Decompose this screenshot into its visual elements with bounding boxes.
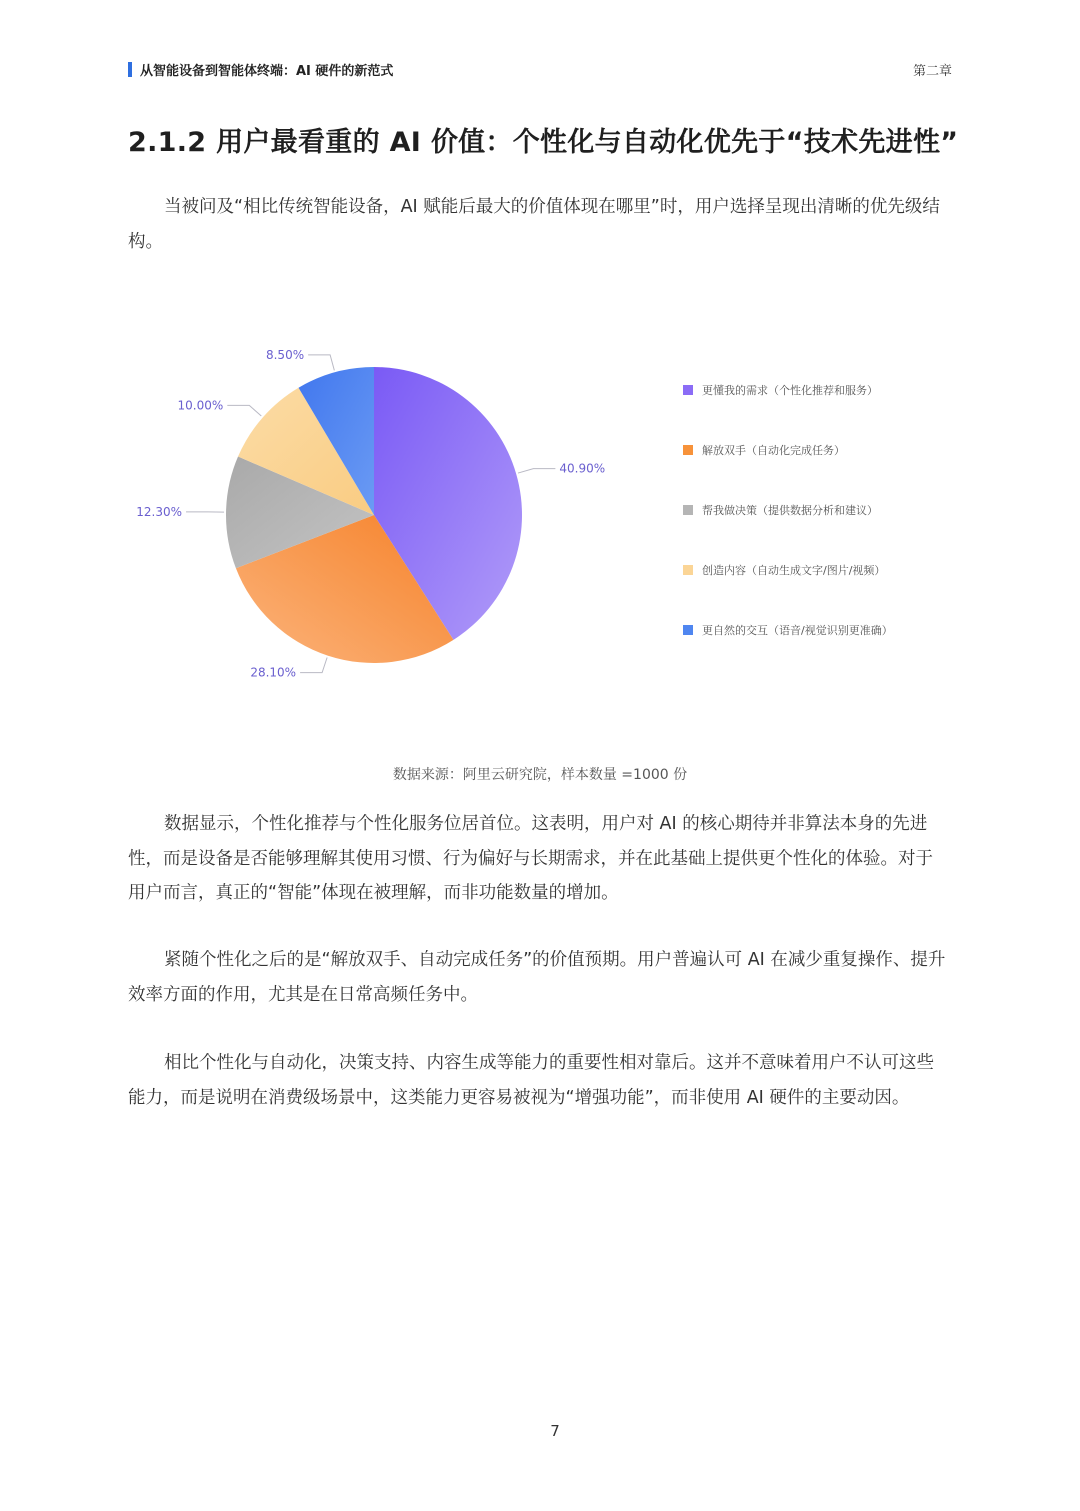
legend-swatch — [683, 505, 693, 515]
leader-line-content — [227, 405, 261, 416]
legend-label: 更懂我的需求（个性化推荐和服务） — [702, 384, 878, 397]
legend-label: 创造内容（自动生成文字/图片/视频） — [702, 564, 886, 577]
leader-line-personalization — [518, 469, 555, 473]
legend-item-automation — [683, 440, 983, 460]
legend-label: 更自然的交互（语音/视觉识别更准确） — [702, 624, 893, 637]
body-paragraph-1: 数据显示，个性化推荐与个性化服务位居首位。这表明，用户对 AI 的核心期待并非算法本身的先进性，而是设备是否能够理解其使用习惯、行为偏好与长期需求，并在此基础上提供更个性化的体验。对于用户而言，真正的“智能”体现在被理解，而非功能数量的增加。 — [128, 814, 933, 903]
pie-chart — [0, 300, 1080, 740]
header-accent-bar — [128, 62, 132, 77]
leader-line-automation — [300, 657, 327, 672]
data-label-personalization: 40.90% — [559, 461, 606, 476]
page-number: 7 — [550, 1422, 560, 1440]
data-label-interaction: 8.50% — [265, 347, 305, 362]
data-label-decision: 12.30% — [136, 504, 183, 519]
section-title: 2.1.2 用户最看重的 AI 价值：个性化与自动化优先于“技术先进性” — [128, 127, 959, 158]
header-left — [128, 60, 393, 79]
legend-label: 解放双手（自动化完成任务） — [702, 444, 845, 457]
legend-swatch — [683, 565, 693, 575]
legend-item-interaction — [683, 620, 983, 640]
legend-swatch — [683, 385, 693, 395]
header-title: 从智能设备到智能体终端：AI 硬件的新范式 — [140, 63, 394, 79]
data-label-content: 10.00% — [177, 398, 224, 413]
header-chapter: 第二章 — [912, 63, 952, 79]
data-label-automation: 28.10% — [250, 665, 297, 680]
body-paragraph-2: 紧随个性化之后的是“解放双手、自动完成任务”的价值预期。用户普遍认可 AI 在减少重复操作、提升效率方面的作用，尤其是在日常高频任务中。 — [128, 950, 946, 1005]
leader-line-interaction — [308, 355, 334, 370]
legend-swatch — [683, 625, 693, 635]
legend-item-personalization — [683, 380, 983, 400]
legend-item-content — [683, 560, 983, 580]
chart-legend — [683, 380, 983, 680]
legend-swatch — [683, 445, 693, 455]
legend-item-decision — [683, 500, 983, 520]
data-source-note: 数据来源：阿里云研究院，样本数量 =1000 份 — [392, 767, 688, 783]
page-header — [128, 58, 952, 80]
intro-paragraph: 当被问及“相比传统智能设备，AI 赋能后最大的价值体现在哪里”时，用户选择呈现出清晰的优先级结构。 — [128, 197, 940, 252]
legend-label: 帮我做决策（提供数据分析和建议） — [702, 504, 878, 517]
body-paragraph-3: 相比个性化与自动化，决策支持、内容生成等能力的重要性相对靠后。这并不意味着用户不认可这些能力，而是说明在消费级场景中，这类能力更容易被视为“增强功能”，而非使用 AI 硬件的主要动因。 — [128, 1053, 934, 1108]
